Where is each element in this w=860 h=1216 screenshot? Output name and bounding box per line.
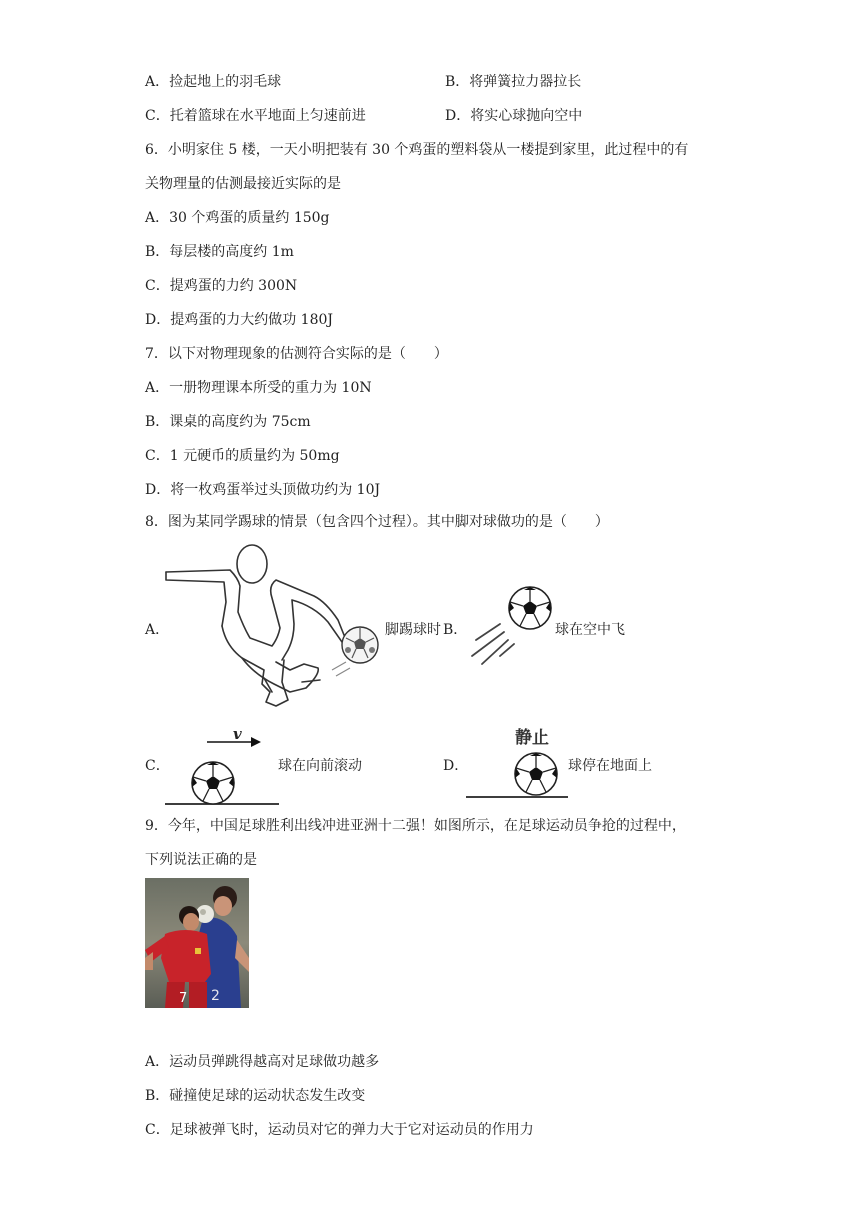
q7-option-c: C．1 元硬币的质量约为 50mg — [145, 448, 340, 464]
q9-stem-line1: 9．今年，中国足球胜利出线冲进亚洲十二强！如图所示，在足球运动员争抢的过程中， — [145, 818, 686, 834]
soccer-ball-icon — [509, 587, 551, 629]
q7-stem: 7．以下对物理现象的估测符合实际的是（ ） — [145, 346, 448, 362]
q8-a-caption: 脚踢球时 — [385, 622, 441, 638]
soccer-ball-icon — [515, 753, 557, 795]
q9-option-c: C．足球被弹飞时，运动员对它的弹力大于它对运动员的作用力 — [145, 1122, 534, 1138]
q5-option-d: D．将实心球抛向空中 — [445, 108, 583, 124]
soccer-ball-icon — [192, 762, 234, 804]
q6-option-b: B．每层楼的高度约 1m — [145, 244, 294, 260]
q7-option-b: B．课桌的高度约为 75cm — [145, 414, 311, 430]
jersey-number-red: 7 — [179, 991, 188, 1006]
q6-stem-line2: 关物理量的估测最接近实际的是 — [145, 176, 341, 192]
q8-a-letter: A． — [145, 622, 170, 638]
q8-d-caption: 球停在地面上 — [568, 758, 652, 774]
ball-rolling-figure — [165, 722, 280, 808]
q7-option-d: D．将一枚鸡蛋举过头顶做功约为 10J — [145, 482, 381, 498]
q8-d-letter: D． — [443, 758, 469, 774]
q8-c-caption: 球在向前滚动 — [278, 758, 362, 774]
q6-option-d: D．提鸡蛋的力大约做功 180J — [145, 312, 334, 328]
q5-option-c: C．托着篮球在水平地面上匀速前进 — [145, 108, 366, 124]
ball-icon — [342, 627, 378, 663]
q9-stem-line2: 下列说法正确的是 — [145, 852, 257, 868]
q9-option-a: A．运动员弹跳得越高对足球做功越多 — [145, 1054, 380, 1070]
q6-stem-line1: 6．小明家住 5 楼，一天小明把装有 30 个鸡蛋的塑料袋从一楼提到家里，此过程中的有 — [145, 142, 689, 158]
q8-b-caption: 球在空中飞 — [555, 622, 625, 638]
q8-b-letter: B． — [443, 622, 468, 638]
q7-option-a: A．一册物理课本所受的重力为 10N — [145, 380, 372, 396]
arrow-right-icon — [251, 737, 261, 747]
ball-in-air-figure — [468, 584, 558, 674]
kicking-player-figure — [160, 542, 385, 710]
jersey-number-blue: 2 — [211, 988, 220, 1004]
q8-c-letter: C． — [145, 758, 170, 774]
q5-option-b: B．将弹簧拉力器拉长 — [445, 74, 582, 90]
q8-c-velocity-label: v — [233, 725, 242, 743]
q5-option-a: A．捡起地上的羽毛球 — [145, 74, 282, 90]
q9-option-b: B．碰撞使足球的运动状态发生改变 — [145, 1088, 366, 1104]
football-players-photo — [145, 878, 249, 1008]
ball-at-rest-figure — [466, 746, 570, 800]
q6-option-c: C．提鸡蛋的力约 300N — [145, 278, 298, 294]
q6-option-a: A．30 个鸡蛋的质量约 150g — [145, 210, 330, 226]
q8-d-static-label: 静止 — [515, 728, 549, 748]
q8-stem: 8．图为某同学踢球的情景（包含四个过程）。其中脚对球做功的是（ ） — [145, 514, 609, 530]
